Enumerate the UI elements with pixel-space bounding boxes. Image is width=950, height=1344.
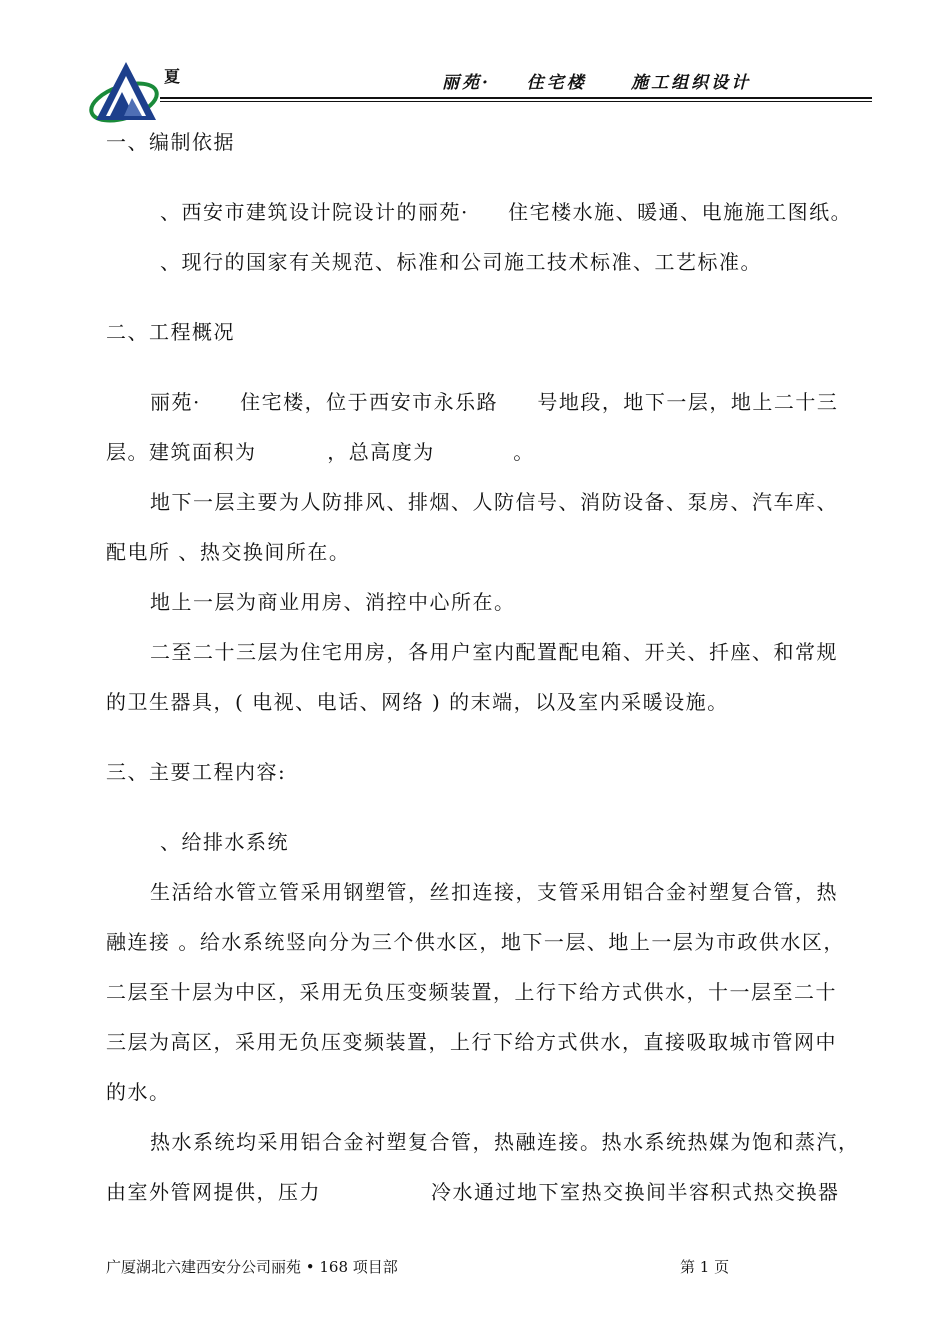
water-paragraph-1-line-1: 生活给水管立管采用钢塑管，丝扣连接，支管采用铝合金衬塑复合管，热 [150,880,838,904]
water-paragraph-1-line-4: 三层为高区，采用无负压变频装置，上行下给方式供水，直接吸取城市管网中 [106,1030,837,1054]
header-rule-thin [160,101,872,102]
water-paragraph-1-line-3: 二层至十层为中区，采用无负压变频装置，上行下给方式供水，十一层至二十 [106,980,837,1004]
overview-paragraph-1-line-1: 丽苑· 住宅楼，位于西安市永乐路 号地段，地下一层，地上二十三 [150,390,839,414]
overview-paragraph-1-line-2: 层。建筑面积为 ，总高度为 。 [106,440,535,464]
footer-page-number: 第 1 页 [680,1258,730,1276]
overview-paragraph-2-line-2: 配电所 、热交换间所在。 [106,540,351,564]
water-paragraph-1-line-2: 融连接 。给水系统竖向分为三个供水区，地下一层、地上一层为市政供水区， [106,930,845,954]
header-document-title: 丽苑· 住宅楼 施工组织设计 [442,73,752,93]
footer-project-department: 广厦湖北六建西安分公司丽苑 • 168 项目部 [106,1258,398,1276]
water-paragraph-1-line-5: 的水。 [106,1080,171,1104]
overview-paragraph-4-line-2: 的卫生器具，( 电视、电话、网络 ) 的末端，以及室内采暖设施。 [106,690,729,714]
section-heading-basis: 一、编制依据 [106,130,235,154]
basis-item-1: 、西安市建筑设计院设计的丽苑· 住宅楼水施、暖通、电施施工图纸。 [160,200,853,224]
hot-water-paragraph-line-1: 热水系统均采用铝合金衬塑复合管，热融连接。热水系统热媒为饱和蒸汽， [150,1130,860,1154]
header-company-name: 夏 [164,67,181,86]
overview-paragraph-3: 地上一层为商业用房、消控中心所在。 [150,590,516,614]
section-heading-main-works: 三、主要工程内容: [106,760,287,784]
subsection-water-supply-drainage: 、给排水系统 [160,830,289,854]
overview-paragraph-2-line-1: 地下一层主要为人防排风、排烟、人防信号、消防设备、泵房、汽车库、 [150,490,838,514]
overview-paragraph-4-line-1: 二至二十三层为住宅用房，各用户室内配置配电箱、开关、扦座、和常规 [150,640,838,664]
header-rule [160,97,872,99]
section-heading-overview: 二、工程概况 [106,320,235,344]
hot-water-paragraph-line-2: 由室外管网提供，压力 冷水通过地下室热交换间半容积式热交换器 [106,1180,840,1204]
basis-item-2: 、现行的国家有关规范、标准和公司施工技术标准、工艺标准。 [160,250,762,274]
company-logo-icon [86,58,166,130]
